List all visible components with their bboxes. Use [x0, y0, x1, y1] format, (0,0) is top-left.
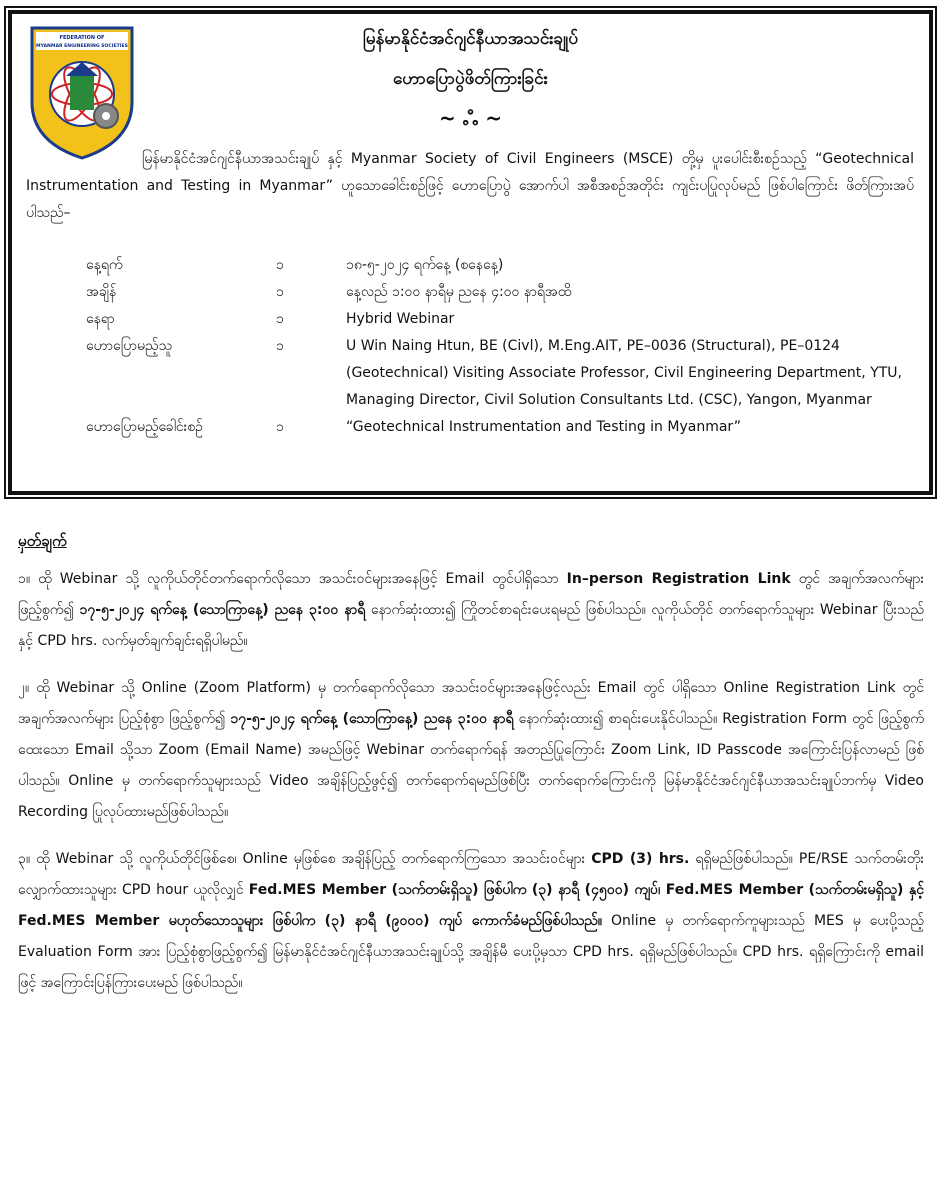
note-deadline: ၁၇-၅-၂၀၂၄ ရက်နေ့ (သောကြာနေ့) ညနေ ၃:၀၀ နာရီ	[79, 602, 366, 618]
detail-separator: ၁	[276, 284, 284, 300]
detail-value: နေ့လည် ၁:၀၀ နာရီမှ ညနေ ၄:၀၀ နာရီအထိ	[346, 284, 572, 300]
note-paragraph-2	[18, 673, 924, 828]
svg-text:MYANMAR ENGINEERING SOCIETIES: MYANMAR ENGINEERING SOCIETIES	[36, 44, 128, 49]
note-text: ၁။ ထို Webinar သို့ လူကိုယ်တိုင်တက်ရောက်လိုသော အသင်းဝင်များအနေဖြင့် Email တွင်ပါရှိသော	[18, 571, 567, 587]
note-text: နောက်ဆုံးထား၍ ကြိုတင်စာရင်းပေးရမည် ဖြစ်ပါသည်။ လူကိုယ်တိုင် တက်ရောက်သူများ Webinar ပြီးသည်နှင့် CPD hrs. လက်မှတ်ချက်ချင်းရရှိပါမည်။	[18, 602, 924, 649]
detail-label: ဟောပြောမည့်ခေါင်းစဉ်	[86, 419, 203, 435]
note-deadline: ၁၇-၅-၂၀၂၄ ရက်နေ့ (သောကြာနေ့) ညနေ ၃:၀၀ နာရီ	[230, 711, 514, 727]
event-details	[86, 252, 916, 441]
intro-text: မြန်မာနိုင်ငံအင်ဂျင်နီယာအသင်းချုပ် နှင့် Myanmar Society of Civil Engineers (MSCE) တို့မှ ပူးပေါင်းစီးစဉ်သည့် “Geotechnical Instrumentation and Testing in Myanmar” ဟူသောခေါင်းစဉ်ဖြင့် ဟောပြောပွဲ အောက်ပါ အစီအစဉ်အတိုင်း ကျင်းပပြုလုပ်မည် ဖြစ်ပါကြောင်း ဖိတ်ကြားအပ်ပါသည်–	[26, 151, 914, 221]
detail-label: ဟောပြောမည့်သူ	[86, 338, 173, 354]
note-link-name: In–person Registration Link	[566, 571, 791, 587]
ornament: ~ ஃ ~	[438, 106, 503, 130]
note-text: Online မှ တက်ရောက်ကူများသည် MES မှ ပေးပို့သည့် Evaluation Form အား ပြည့်စုံစွာဖြည့်စွက်၍ မြန်မာနိုင်ငံအင်ဂျင်နီယာအသင်းချုပ်သို့ အချိန်မီ ပေးပို့မှသာ CPD hrs. ရရှိမည်ဖြစ်ပါသည်။ CPD hrs. ရရှိကြောင်းကို email ဖြင့် အကြောင်းပြန်ကြားပေးမည် ဖြစ်ပါသည်။	[18, 913, 924, 991]
doc-title: မြန်မာနိုင်ငံအင်ဂျင်နီယာအသင်းချုပ်	[362, 29, 579, 49]
note-text: တွင် အချက်အလက်များ ဖြည့်စွက်၍	[18, 571, 924, 618]
detail-label: နေ့ရက်	[86, 257, 123, 273]
detail-row-speaker	[86, 333, 916, 414]
detail-value: U Win Naing Htun, BE (Civl), M.Eng.AIT, PE–0036 (Structural), PE–0124 (Geotechnical) Visiting Associate Professor, Civil Engineering Department, YTU, Managing Director, Civil Solution Consultants Ltd. (CSC), Yangon, Myanmar	[346, 338, 902, 408]
detail-separator: ၁	[276, 311, 284, 327]
detail-value: Hybrid Webinar	[346, 311, 455, 327]
detail-separator: ၁	[276, 338, 284, 354]
detail-row-venue	[86, 306, 916, 333]
detail-value: ၁၈-၅-၂၀၂၄ ရက်နေ့ (စနေနေ့)	[346, 257, 504, 273]
detail-value: “Geotechnical Instrumentation and Testing in Myanmar”	[346, 419, 742, 435]
note-paragraph-1	[18, 564, 924, 657]
detail-label: အချိန်	[86, 284, 117, 300]
detail-separator: ၁	[276, 257, 284, 273]
detail-row-time	[86, 279, 916, 306]
note-cpd-hours: CPD (3) hrs.	[591, 851, 690, 867]
note-text: ၃။ ထို Webinar သို့ လူကိုယ်တိုင်ဖြစ်စေ၊ Online မှဖြစ်စေ အချိန်ပြည့် တက်ရောက်ကြသော အသင်းဝင်များ	[18, 851, 592, 867]
notes-heading: မှတ်ချက်	[18, 532, 67, 550]
svg-text:FEDERATION OF: FEDERATION OF	[59, 35, 105, 41]
note-text: ရရှိမည်ဖြစ်ပါသည်။ PE/RSE သက်တမ်းတိုးလျှောက်ထားသူများ CPD hour ယူလိုလျှင်	[18, 851, 924, 898]
note-text: နောက်ဆုံးထား၍ စာရင်းပေးနိုင်ပါသည်။ Registration Form တွင် ဖြည့်စွက်ထေးသော Email သို့သာ Zoom (Email Name) အမည်ဖြင့် Webinar တက်ရောက်ရန် အတည်ပြုကြောင်း Zoom Link, ID Passcode အကြောင်းပြန်လာမည် ဖြစ်ပါသည်။ Online မှ တက်ရောက်သူများသည် Video အချိန်ပြည့်ဖွင့်၍ တက်ရောက်ရမည်ဖြစ်ပြီး တက်ရောက်ကြောင်းကို မြန်မာနိုင်ငံအင်ဂျင်နီယာအသင်းချုပ်ဘက်မှ Video Recording ပြုလုပ်ထားမည်ဖြစ်ပါသည်။	[18, 711, 924, 820]
doc-subtitle: ဟောပြောပွဲဖိတ်ကြားခြင်း	[393, 69, 548, 89]
detail-row-topic	[86, 414, 916, 441]
detail-label: နေရာ	[86, 311, 115, 327]
detail-row-date	[86, 252, 916, 279]
notes-section	[18, 532, 924, 1015]
note-fees: Fed.MES Member (သက်တမ်းရှိသူ) ဖြစ်ပါက (၃) နာရီ (၄၅၀၀) ကျပ်၊ Fed.MES Member (သက်တမ်းမရှိသူ) နှင့် Fed.MES Member မဟုတ်သောသူများ ဖြစ်ပါက (၃) နာရီ (၉၀၀၀) ကျပ် ကောက်ခံမည်ဖြစ်ပါသည်။	[18, 882, 924, 929]
detail-separator: ၁	[276, 419, 284, 435]
announcement-box	[8, 10, 933, 495]
note-paragraph-3	[18, 844, 924, 999]
note-text: ၂။ ထို Webinar သို့ Online (Zoom Platform) မှ တက်ရောက်လိုသော အသင်းဝင်များအနေဖြင့်လည်း Email တွင် ပါရှိသော Online Registration Link တွင် အချက်အလက်များ ပြည့်စုံစွာ ဖြည့်စွက်၍	[18, 680, 924, 727]
intro-paragraph	[26, 146, 914, 227]
